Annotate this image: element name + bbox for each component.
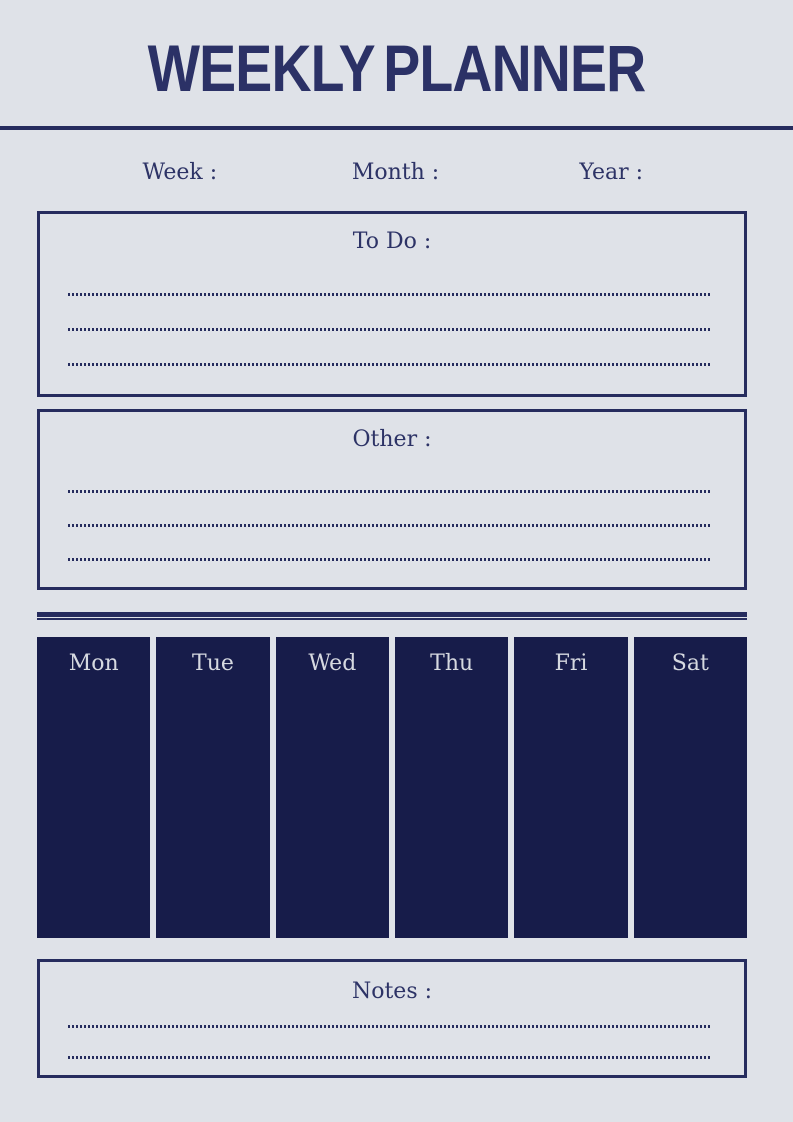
day-label: Thu xyxy=(430,651,474,676)
writing-line xyxy=(68,524,710,527)
day-label: Tue xyxy=(192,651,234,676)
day-column-mon xyxy=(37,637,150,938)
header-divider xyxy=(0,126,793,130)
day-label: Fri xyxy=(554,651,588,676)
writing-line xyxy=(68,328,710,331)
day-label: Mon xyxy=(68,651,119,676)
week-days-row xyxy=(37,637,747,938)
day-label: Wed xyxy=(308,651,357,676)
other-section xyxy=(37,409,747,590)
writing-line xyxy=(68,490,710,493)
week-field-label: Week : xyxy=(142,160,218,185)
week-separator-line xyxy=(37,612,747,620)
writing-line xyxy=(68,363,710,366)
day-column-tue xyxy=(156,637,269,938)
writing-line xyxy=(68,558,710,561)
writing-line xyxy=(68,1025,710,1028)
year-field-label: Year : xyxy=(579,160,644,185)
day-column-thu xyxy=(395,637,508,938)
header-fields-row xyxy=(72,160,719,186)
day-column-wed xyxy=(276,637,389,938)
month-field-label: Month : xyxy=(351,160,440,185)
notes-section xyxy=(37,959,747,1078)
writing-line xyxy=(68,293,710,296)
day-column-sat xyxy=(634,637,747,938)
day-label: Sat xyxy=(671,651,709,676)
writing-line xyxy=(68,1056,710,1059)
todo-section xyxy=(37,211,747,397)
page-title: WEEKLY PLANNER xyxy=(147,31,646,105)
notes-title: Notes : xyxy=(351,979,433,1004)
other-title: Other : xyxy=(352,427,432,452)
todo-title: To Do : xyxy=(352,229,432,254)
day-column-fri xyxy=(514,637,627,938)
